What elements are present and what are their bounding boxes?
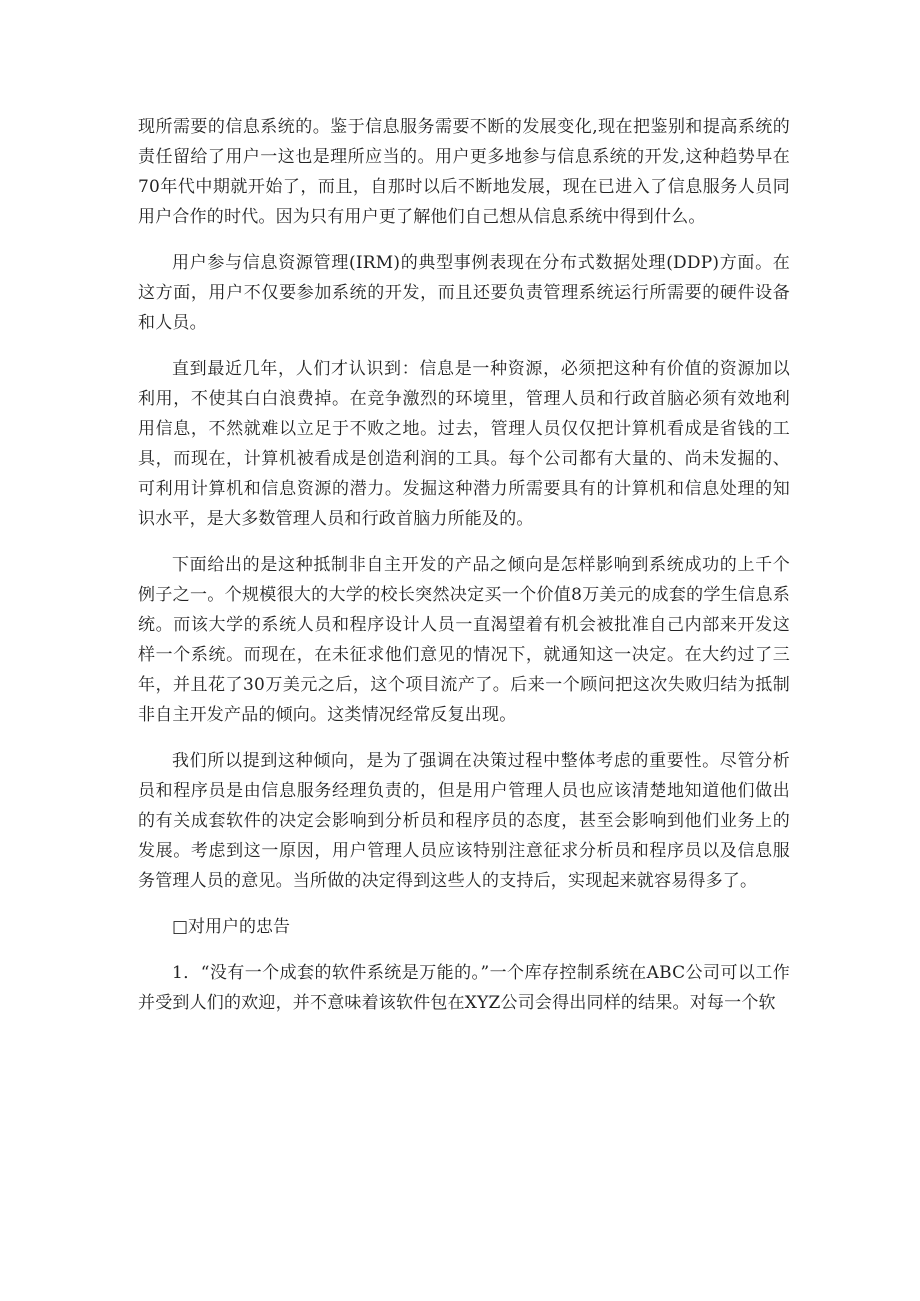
paragraph-gap <box>138 896 790 912</box>
paragraph-gap <box>138 534 790 550</box>
paragraph-1: 现所需要的信息系统的。鉴于信息服务需要不断的发展变化,现在把鉴别和提高系统的责任留给了用户一这也是理所应当的。用户更多地参与信息系统的开发,这种趋势早在70年代中期就开始了，而且，自那时以后不断地发展，现在已进入了信息服务人员同用户合作的时代。因为只有用户更了解他们自己想从信息系统中得到什么。 <box>138 117 790 227</box>
document-body <box>138 112 790 1018</box>
paragraph-gap <box>138 730 790 746</box>
paragraph-5: 我们所以提到这种倾向，是为了强调在决策过程中整体考虑的重要性。尽管分析员和程序员是由信息服务经理负责的，但是用户管理人员也应该清楚地知道他们做出的有关成套软件的决定会影响到分析员和程序员的态度，甚至会影响到他们业务上的发展。考虑到这一原因，用户管理人员应该特别注意征求分析员和程序员以及信息服务管理人员的意见。当所做的决定得到这些人的支持后，实现起来就容易得多了。 <box>138 751 790 891</box>
numbered-item-1: 1．“没有一个成套的软件系统是万能的。”一个库存控制系统在ABC公司可以工作并受到人们的欢迎，并不意味着该软件包在XYZ公司会得出同样的结果。对每一个软 <box>138 963 790 1013</box>
paragraph-4: 下面给出的是这种抵制非自主开发的产品之倾向是怎样影响到系统成功的上千个例子之一。个规模很大的大学的校长突然决定买一个价值8万美元的成套的学生信息系统。而该大学的系统人员和程序设计人员一直渴望着有机会被批准自己内部来开发这样一个系统。而现在，在未征求他们意见的情况下，就通知这一决定。在大约过了三年，并且花了30万美元之后，这个项目流产了。后来一个顾问把这次失败归结为抵制非自主开发产品的倾向。这类情况经常反复出现。 <box>138 555 790 725</box>
paragraph-gap <box>138 232 790 248</box>
paragraph-2: 用户参与信息资源管理(IRM)的典型事例表现在分布式数据处理(DDP)方面。在这方面，用户不仅要参加系统的开发，而且还要负责管理系统运行所需要的硬件设备和人员。 <box>138 253 790 333</box>
paragraph-gap <box>138 942 790 958</box>
paragraph-gap <box>138 338 790 354</box>
section-heading: □对用户的忠告 <box>172 917 291 937</box>
paragraph-3: 直到最近几年，人们才认识到：信息是一种资源，必须把这种有价值的资源加以利用，不使其白白浪费掉。在竞争激烈的环境里，管理人员和行政首脑必须有效地利用信息，不然就难以立足于不败之地。过去，管理人员仅仅把计算机看成是省钱的工具，而现在，计算机被看成是创造利润的工具。每个公司都有大量的、尚未发掘的、可利用计算机和信息资源的潜力。发掘这种潜力所需要具有的计算机和信息处理的知识水平，是大多数管理人员和行政首脑力所能及的。 <box>138 359 790 529</box>
